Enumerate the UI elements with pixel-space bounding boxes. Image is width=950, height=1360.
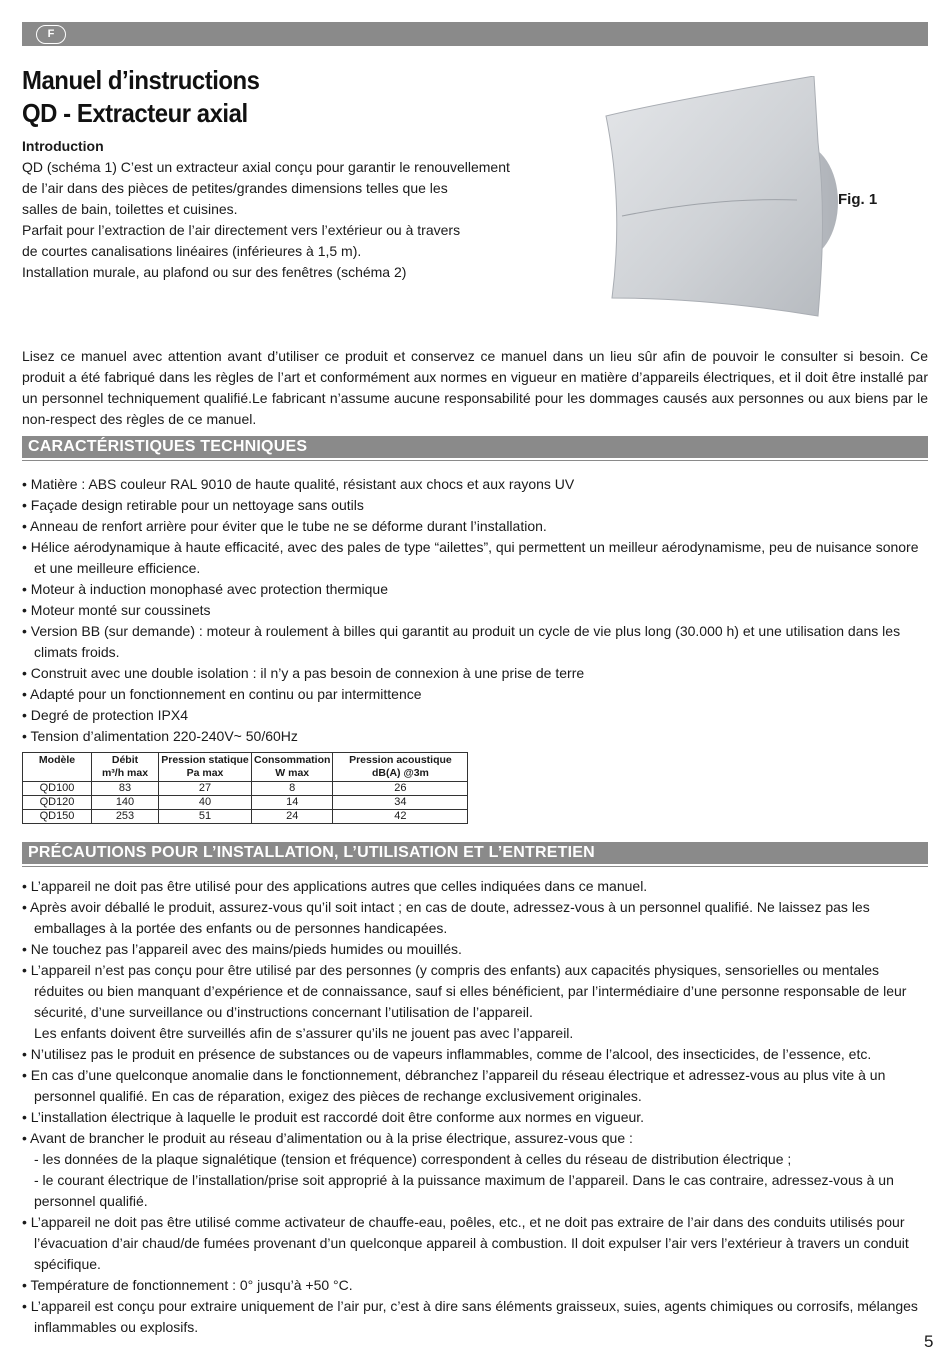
list-item: • Construit avec une double isolation : il n’y a pas besoin de connexion à une prise de terre: [22, 663, 932, 684]
list-item: • Avant de brancher le produit au réseau d’alimentation ou à la prise électrique, assurez-vous que :: [22, 1128, 932, 1149]
header-line: dB(A) @3m: [371, 767, 429, 779]
introduction-heading: Introduction: [22, 138, 104, 154]
table-cell: 51: [159, 810, 252, 824]
list-item: • Anneau de renfort arrière pour éviter que le tube ne se déforme durant l’installation.: [22, 516, 932, 537]
column-header: [159, 753, 252, 782]
header-line: [25, 767, 89, 780]
introduction-section: [22, 136, 542, 283]
title-line-2: QD - Extracteur axial: [22, 98, 248, 128]
table-cell: QD150: [23, 810, 92, 824]
table-cell: 40: [159, 796, 252, 810]
list-item: • Température de fonctionnement : 0° jusqu’à +50 °C.: [22, 1275, 932, 1296]
header-line: Pression acoustique: [349, 754, 452, 766]
table-cell: 83: [92, 782, 159, 796]
header-bar: [22, 22, 928, 46]
intro-line: de l’air dans des pièces de petites/grandes dimensions telles que les: [22, 180, 448, 196]
list-item: • Façade design retirable pour un nettoyage sans outils: [22, 495, 932, 516]
intro-line: salles de bain, toilettes et cuisines.: [22, 201, 238, 217]
column-header: [333, 753, 468, 782]
intro-line: QD (schéma 1) C’est un extracteur axial conçu pour garantir le renouvellement: [22, 159, 510, 175]
axial-fan-image: [592, 76, 842, 328]
list-item: • L’installation électrique à laquelle le produit est raccordé doit être conforme aux normes en vigueur.: [22, 1107, 932, 1128]
table-header-row: [23, 753, 468, 782]
column-header: [23, 753, 92, 782]
table-row: [23, 782, 468, 796]
column-header: [252, 753, 333, 782]
list-item: • Tension d’alimentation 220-240V~ 50/60Hz: [22, 726, 932, 747]
list-item: • L’appareil est conçu pour extraire uniquement de l’air pur, c’est à dire sans éléments graisseux, suies, agents chimiques ou corrosifs, mélanges inflammables ou explosifs.: [22, 1296, 932, 1338]
list-item: - les données de la plaque signalétique (tension et fréquence) correspondent à celles du réseau de distribution électrique ;: [34, 1151, 792, 1167]
header-line: Débit: [111, 754, 139, 766]
title-line-1: Manuel d’instructions: [22, 65, 260, 95]
tech-specs-heading: CARACTÉRISTIQUES TECHNIQUES: [22, 436, 928, 458]
table-cell: 14: [252, 796, 333, 810]
list-item: • L’appareil ne doit pas être utilisé comme activateur de chauffe-eau, poêles, etc., et ne doit pas extraire de l’air dans des conduits utilisés pour l’évacuation d’air chaud/de fumées provenant d’un quelconque appareil à combustion. Il doit expulser l’air vers l’extérieur à travers un conduit spécifique.: [22, 1212, 932, 1275]
document-title: [22, 64, 260, 130]
table-cell: QD100: [23, 782, 92, 796]
fan-front-cover: [606, 76, 823, 316]
header-line: Modèle: [38, 754, 76, 766]
list-item: Les enfants doivent être surveillés afin de s’assurer qu’ils ne jouent pas avec l’appareil.: [34, 1025, 574, 1041]
table-cell: 8: [252, 782, 333, 796]
fan-illustration: [592, 76, 842, 328]
list-item: • Degré de protection IPX4: [22, 705, 932, 726]
table-cell: 253: [92, 810, 159, 824]
list-item: • Ne touchez pas l’appareil avec des mains/pieds humides ou mouillés.: [22, 939, 932, 960]
intro-line: de courtes canalisations linéaires (inférieures à 1,5 m).: [22, 243, 362, 259]
figure-label: Fig. 1: [838, 191, 878, 208]
table-cell: 24: [252, 810, 333, 824]
table-cell: 140: [92, 796, 159, 810]
column-header: [92, 753, 159, 782]
language-badge: F: [36, 25, 66, 44]
intro-line: Installation murale, au plafond ou sur des fenêtres (schéma 2): [22, 264, 407, 280]
table-cell: 34: [333, 796, 468, 810]
list-item: • Matière : ABS couleur RAL 9010 de haute qualité, résistant aux chocs et aux rayons UV: [22, 474, 932, 495]
list-item: • Moteur monté sur coussinets: [22, 600, 932, 621]
header-line: Pa max: [186, 767, 224, 779]
table-cell: 42: [333, 810, 468, 824]
precautions-heading: PRÉCAUTIONS POUR L’INSTALLATION, L’UTILISATION ET L’ENTRETIEN: [22, 842, 928, 864]
list-item: • Version BB (sur demande) : moteur à roulement à billes qui garantit au produit un cycle de vie plus long (30.000 h) et une utilisation dans les climats froids.: [22, 621, 932, 663]
page-number: 5: [924, 1332, 934, 1351]
header-line: m³/h max: [101, 767, 149, 779]
intro-line: Parfait pour l’extraction de l’air directement vers l’extérieur ou à travers: [22, 222, 461, 238]
precautions-list: [22, 876, 932, 1338]
list-item: • N’utilisez pas le produit en présence de substances ou de vapeurs inflammables, comme de l’alcool, des insecticides, de l’essence, etc.: [22, 1044, 932, 1065]
specifications-table: [22, 752, 468, 824]
list-item: - le courant électrique de l’installation/prise soit approprié à la puissance maximum de l’appareil. Dans le cas contraire, adressez-vous à un personnel qualifié.: [34, 1172, 894, 1209]
list-item: • En cas d’une quelconque anomalie dans le fonctionnement, débranchez l’appareil du réseau électrique et adressez-vous au plus vite à un personnel qualifié. En cas de réparation, exigez des pièces de rechange exclusivement originales.: [22, 1065, 932, 1107]
header-line: Consommation: [254, 754, 331, 766]
table-cell: 27: [159, 782, 252, 796]
list-item: • Adapté pour un fonctionnement en continu ou par intermittence: [22, 684, 932, 705]
table-row: [23, 810, 468, 824]
header-line: Pression statique: [161, 754, 249, 766]
list-item: • L’appareil ne doit pas être utilisé pour des applications autres que celles indiquées dans ce manuel.: [22, 876, 932, 897]
list-item: • Moteur à induction monophasé avec protection thermique: [22, 579, 932, 600]
table-cell: QD120: [23, 796, 92, 810]
list-item: • L’appareil n’est pas conçu pour être utilisé par des personnes (y compris des enfants) aux capacités physiques, sensorielles ou mentales réduites ou bien manquant d’expérience et de connaissance, sauf si elles bénéficient, par l’intermédiaire d’une personne responsable de leur sécurité, d’une surveillance ou d’instructions concernant l’utilisation de l’appareil.: [22, 960, 932, 1023]
tech-specs-list: [22, 474, 932, 747]
table-cell: 26: [333, 782, 468, 796]
table-row: [23, 796, 468, 810]
list-item: • Après avoir déballé le produit, assurez-vous qu’il soit intact ; en cas de doute, adressez-vous à un personnel qualifié. Ne laissez pas les emballages à la portée des enfants ou de personnes handicapées.: [22, 897, 932, 939]
safety-notice-paragraph: Lisez ce manuel avec attention avant d’utiliser ce produit et conservez ce manuel dans un lieu sûr afin de pouvoir le consulter si besoin. Ce produit a été fabriqué dans les règles de l’art et conformément aux normes en vigueur en matière d’appareils électriques, et il doit être installé par un personnel techniquement qualifié.Le fabricant n’assume aucune responsabilité pour les dommages causés aux personnes ou aux biens par le non-respect des règles de ce manuel.: [22, 348, 928, 427]
list-item: • Hélice aérodynamique à haute efficacité, avec des pales de type “ailettes”, qui permettent un meilleur aérodynamisme, peu de nuisance sonore et une meilleure efficience.: [22, 537, 932, 579]
header-line: W max: [275, 767, 310, 779]
